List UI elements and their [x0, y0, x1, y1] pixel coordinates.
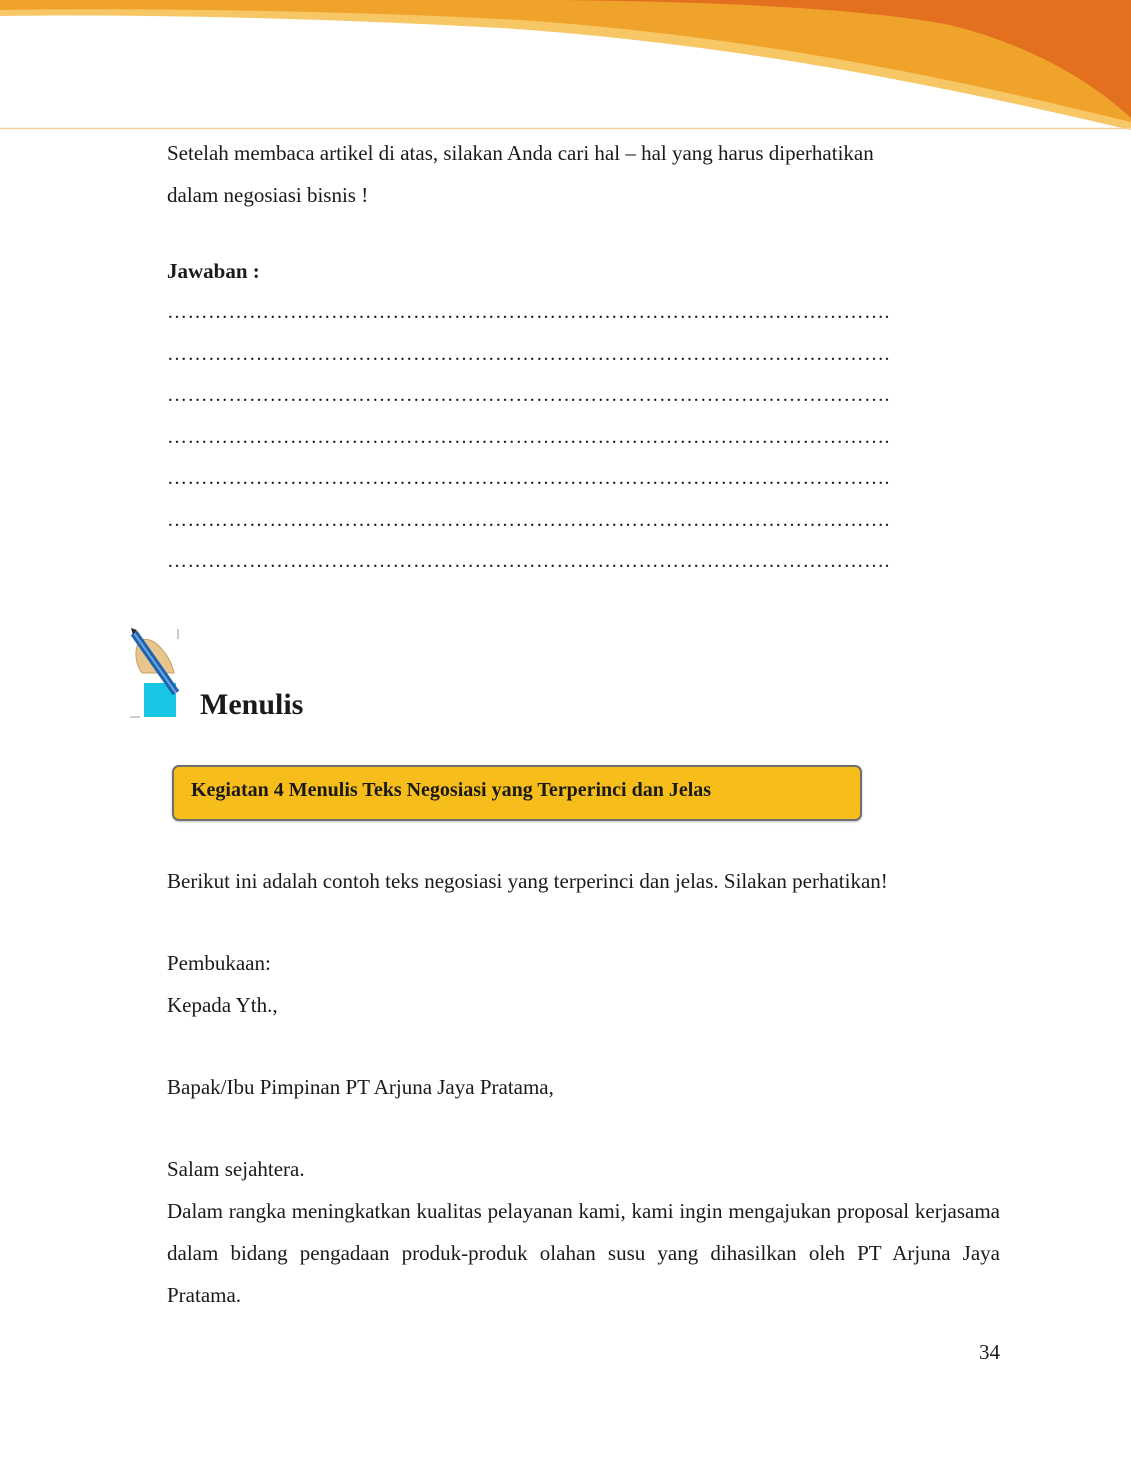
- addressee: Kepada Yth.,: [167, 993, 278, 1017]
- recipient-block: [167, 1066, 1000, 1108]
- page-number: 34: [979, 1340, 1000, 1364]
- opening-label: Pembukaan:: [167, 951, 271, 975]
- answer-line-3[interactable]: …………………………………………………………………………………………….: [167, 384, 890, 406]
- answer-line-2[interactable]: …………………………………………………………………………………………….: [167, 342, 890, 365]
- activity-banner: [172, 765, 862, 821]
- letter-paragraph: Dalam rangka meningkatkan kualitas pelayanan kami, kami ingin mengajukan proposal kerjasama dalam bidang pengadaan produk-produk olahan susu yang dihasilkan oleh PT Arjuna Jaya Pratama.: [167, 1199, 1000, 1307]
- recipient: Bapak/Ibu Pimpinan PT Arjuna Jaya Pratama,: [167, 1075, 554, 1099]
- answer-line-5[interactable]: …………………………………………………………………………………………….: [167, 467, 890, 489]
- greeting: Salam sejahtera.: [167, 1157, 305, 1181]
- activity-label: Kegiatan 4 Menulis Teks Negosiasi yang Terperinci dan Jelas: [191, 779, 712, 801]
- answer-line-1[interactable]: …………………………………………………………………………………………….: [167, 301, 890, 323]
- intro-line-1: Setelah membaca artikel di atas, silakan Anda cari hal – hal yang harus diperhatikan: [167, 141, 874, 165]
- answer-line-4[interactable]: …………………………………………………………………………………………….: [167, 425, 890, 448]
- header-wave-decoration: [0, 0, 1131, 140]
- letter-opening-block: [167, 942, 1000, 1026]
- answer-label: Jawaban :: [167, 259, 260, 283]
- letter-body-block: [167, 1148, 1000, 1316]
- answer-line-7[interactable]: …………………………………………………………………………………………….: [167, 550, 890, 572]
- intro-line-2: dalam negosiasi bisnis !: [167, 183, 369, 207]
- answer-line-6[interactable]: …………………………………………………………………………………………….: [167, 508, 890, 531]
- writing-hand-icon: [128, 625, 182, 721]
- answer-block: [167, 250, 1000, 583]
- body-intro: Berikut ini adalah contoh teks negosiasi yang terperinci dan jelas. Silakan perhatikan!: [167, 869, 888, 893]
- intro-block: [167, 132, 1000, 216]
- section-title: Menulis: [200, 688, 304, 721]
- body-intro-block: [167, 860, 1000, 902]
